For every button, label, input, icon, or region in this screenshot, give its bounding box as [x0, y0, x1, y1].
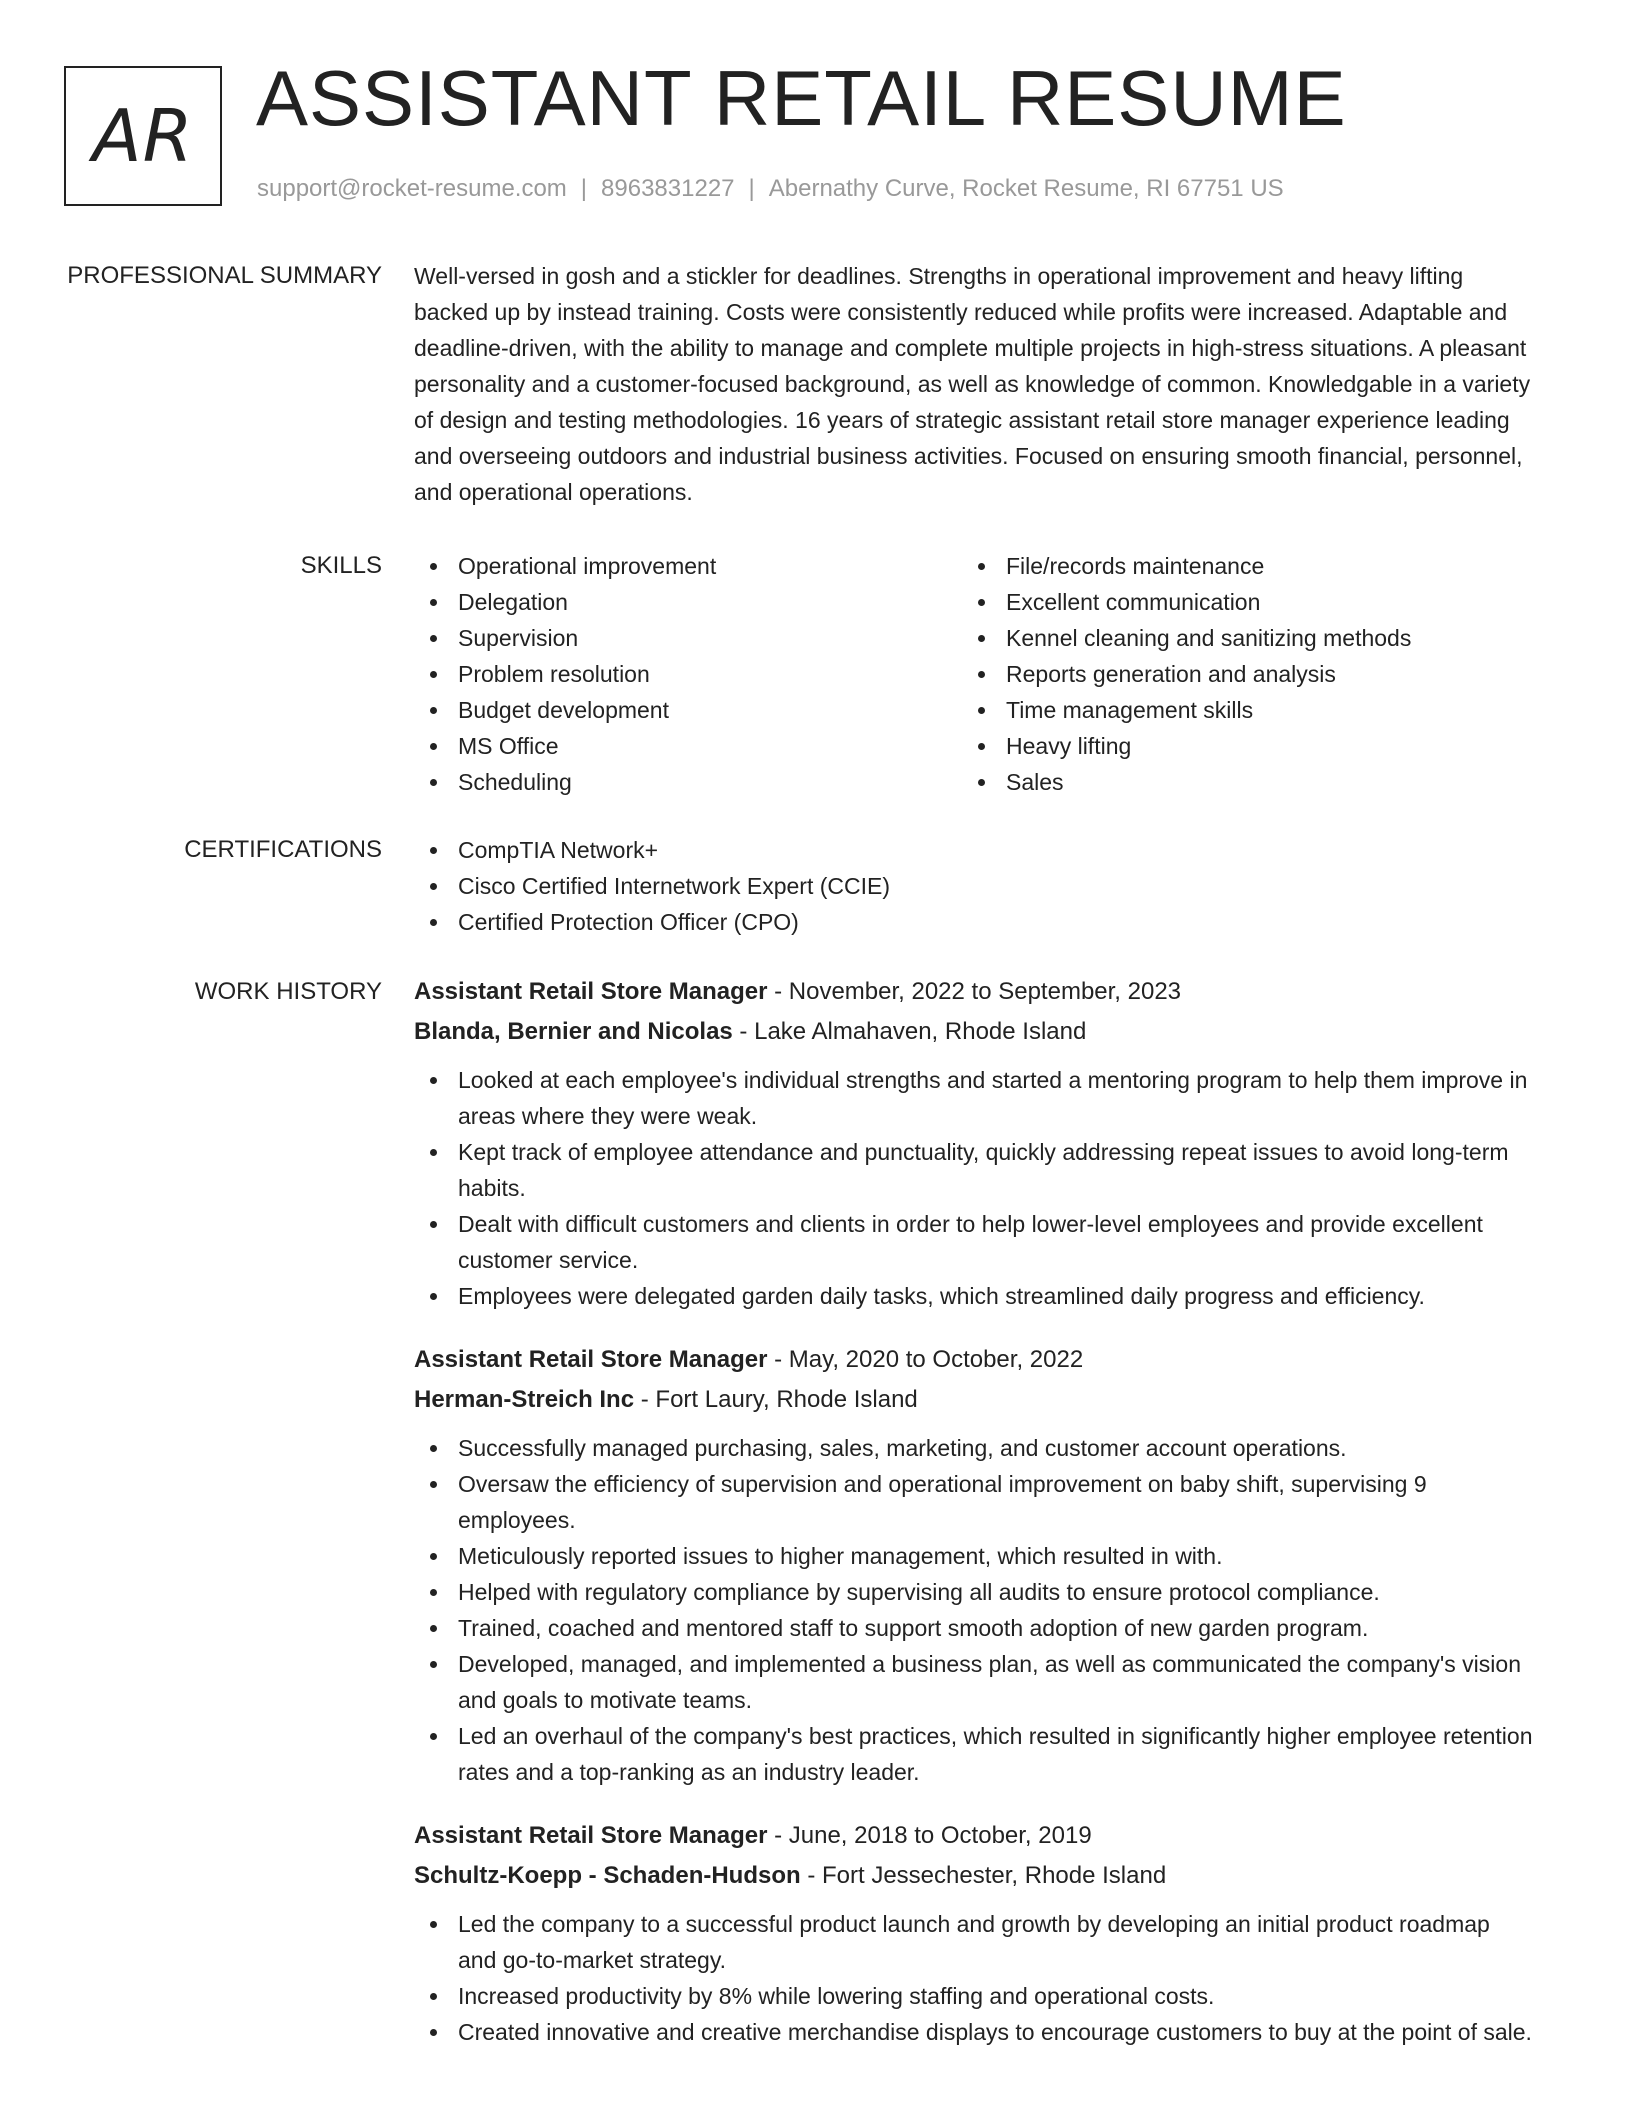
skills-grid	[414, 548, 1534, 800]
skill-item: File/records maintenance	[962, 548, 1510, 584]
job-location: - Lake Almahaven, Rhode Island	[732, 1018, 1087, 1045]
job-company: Schultz-Koepp - Schaden-Hudson	[414, 1862, 801, 1889]
section-heading-summary: PROFESSIONAL SUMMARY	[67, 262, 382, 289]
skill-item: Sales	[962, 764, 1510, 800]
skill-item: Delegation	[414, 584, 962, 620]
work-history-body	[414, 972, 1534, 2076]
job-bullet: Increased productivity by 8% while lowering staffing and operational costs.	[414, 1978, 1534, 2014]
contact-separator: |	[748, 175, 755, 202]
job-entry	[414, 972, 1534, 1314]
skill-item: Reports generation and analysis	[962, 656, 1510, 692]
skill-item: Operational improvement	[414, 548, 962, 584]
certifications-list	[414, 832, 1534, 940]
skill-item: Time management skills	[962, 692, 1510, 728]
job-company: Blanda, Bernier and Nicolas	[414, 1018, 733, 1045]
job-company: Herman-Streich Inc	[414, 1386, 635, 1413]
job-bullet: Oversaw the efficiency of supervision and operational improvement on baby shift, supervising 9 employees.	[414, 1466, 1534, 1538]
job-bullet: Developed, managed, and implemented a business plan, as well as communicated the company's vision and goals to motivate teams.	[414, 1646, 1534, 1718]
contact-address: Abernathy Curve, Rocket Resume, RI 67751 US	[768, 175, 1284, 202]
contact-line	[257, 175, 1284, 203]
skills-list-left	[414, 548, 962, 800]
skill-item: Heavy lifting	[962, 728, 1510, 764]
job-bullet: Meticulously reported issues to higher management, which resulted in with.	[414, 1538, 1534, 1574]
summary-text: Well-versed in gosh and a stickler for deadlines. Strengths in operational improvement and heavy lifting backed up by instead training. Costs were consistently reduced while profits were increased. Adaptable and deadline-driven, with the ability to manage and complete multiple projects in high-stress situations. A pleasant personality and a customer-focused background, as well as knowledge of common. Knowledgable in a variety of design and testing methodologies. 16 years of strategic assistant retail store manager experience leading and overseeing outdoors and industrial business activities. Focused on ensuring smooth financial, personnel, and operational operations.	[414, 263, 1531, 505]
job-title: Assistant Retail Store Manager	[414, 1822, 768, 1849]
job-bullets	[414, 1430, 1534, 1790]
skill-item: Kennel cleaning and sanitizing methods	[962, 620, 1510, 656]
job-bullets	[414, 1906, 1534, 2050]
job-bullets	[414, 1062, 1534, 1314]
skill-item: Problem resolution	[414, 656, 962, 692]
job-title: Assistant Retail Store Manager	[414, 978, 768, 1005]
job-location: - Fort Laury, Rhode Island	[634, 1386, 918, 1413]
job-title-line	[414, 1340, 1534, 1380]
skill-item: Budget development	[414, 692, 962, 728]
skill-item: Scheduling	[414, 764, 962, 800]
job-entry	[414, 1816, 1534, 2050]
job-bullet: Kept track of employee attendance and punctuality, quickly addressing repeat issues to avoid long-term habits.	[414, 1134, 1534, 1206]
job-dates: - November, 2022 to September, 2023	[767, 978, 1182, 1005]
resume-title: ASSISTANT RETAIL RESUME	[256, 54, 1347, 142]
contact-email: support@rocket-resume.com	[257, 175, 567, 202]
job-bullet: Employees were delegated garden daily tasks, which streamlined daily progress and efficiency.	[414, 1278, 1534, 1314]
skill-item: MS Office	[414, 728, 962, 764]
certification-item: Cisco Certified Internetwork Expert (CCIE)	[414, 868, 1534, 904]
contact-separator: |	[580, 175, 588, 202]
section-heading-work-history: WORK HISTORY	[194, 978, 382, 1005]
monogram-logo	[64, 66, 222, 206]
certification-item: Certified Protection Officer (CPO)	[414, 904, 1534, 940]
certifications-body	[414, 832, 1534, 940]
job-title-line	[414, 972, 1534, 1012]
job-title-line	[414, 1816, 1534, 1856]
skills-section	[0, 548, 1632, 800]
contact-phone: 8963831227	[601, 175, 735, 202]
certification-item: CompTIA Network+	[414, 832, 1534, 868]
job-bullet: Looked at each employee's individual strengths and started a mentoring program to help them improve in areas where they were weak.	[414, 1062, 1534, 1134]
job-company-line	[414, 1856, 1534, 1896]
job-bullet: Led the company to a successful product launch and growth by developing an initial product roadmap and go-to-market strategy.	[414, 1906, 1534, 1978]
monogram-initials: AR	[92, 94, 194, 178]
job-location: - Fort Jessechester, Rhode Island	[800, 1862, 1167, 1889]
summary-section	[0, 258, 1632, 510]
skills-body	[414, 548, 1534, 800]
job-bullet: Successfully managed purchasing, sales, marketing, and customer account operations.	[414, 1430, 1534, 1466]
skill-item: Excellent communication	[962, 584, 1510, 620]
job-dates: - June, 2018 to October, 2019	[767, 1822, 1092, 1849]
resume-content	[0, 258, 1632, 2076]
job-dates: - May, 2020 to October, 2022	[767, 1346, 1084, 1373]
job-bullet: Trained, coached and mentored staff to support smooth adoption of new garden program.	[414, 1610, 1534, 1646]
summary-body	[414, 258, 1534, 510]
job-bullet: Dealt with difficult customers and clients in order to help lower-level employees and provide excellent customer service.	[414, 1206, 1534, 1278]
section-heading-certifications: CERTIFICATIONS	[184, 836, 382, 863]
job-bullet: Led an overhaul of the company's best practices, which resulted in significantly higher employee retention rates and a top-ranking as an industry leader.	[414, 1718, 1534, 1790]
work-history-section	[0, 972, 1632, 2076]
skill-item: Supervision	[414, 620, 962, 656]
certifications-section	[0, 832, 1632, 940]
job-company-line	[414, 1012, 1534, 1052]
job-company-line	[414, 1380, 1534, 1420]
section-heading-skills: SKILLS	[300, 552, 382, 579]
job-entry	[414, 1340, 1534, 1790]
job-bullet: Created innovative and creative merchandise displays to encourage customers to buy at the point of sale.	[414, 2014, 1534, 2050]
job-title: Assistant Retail Store Manager	[414, 1346, 768, 1373]
job-bullet: Helped with regulatory compliance by supervising all audits to ensure protocol compliance.	[414, 1574, 1534, 1610]
skills-list-right	[962, 548, 1510, 800]
